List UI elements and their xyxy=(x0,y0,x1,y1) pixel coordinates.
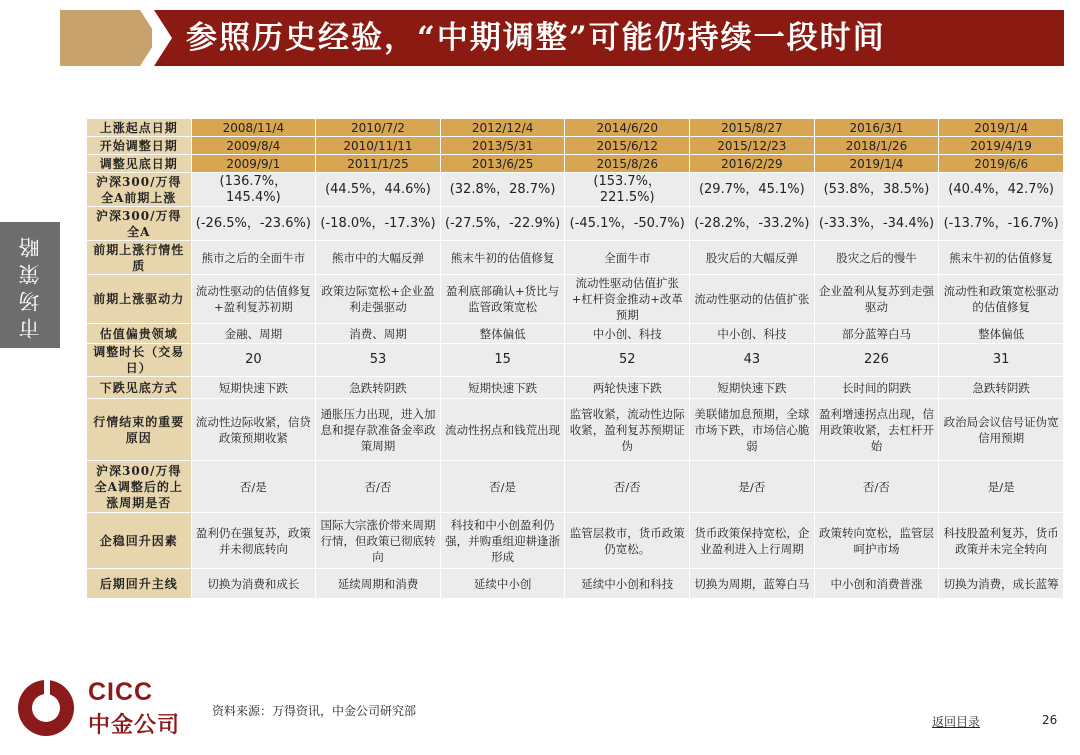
table-cell: 20 xyxy=(191,344,316,377)
table-cell: 政策边际宽松+企业盈利走强驱动 xyxy=(316,275,441,324)
section-tab-label-wrap xyxy=(0,222,60,348)
table-cell: 整体偏低 xyxy=(440,324,565,344)
table-cell: 国际大宗涨价带来周期行情，但政策已彻底转向 xyxy=(316,513,441,569)
row-label: 下跌见底方式 xyxy=(87,377,192,399)
row-label: 沪深300/万得全A前期上涨 xyxy=(87,173,192,207)
table-cell: 2019/6/6 xyxy=(939,155,1064,173)
table-cell: 否/否 xyxy=(316,461,441,513)
table-cell: 流动性驱动的估值修复+盈利复苏初期 xyxy=(191,275,316,324)
table-cell: 长时间的阴跌 xyxy=(814,377,939,399)
table-cell: 否/否 xyxy=(565,461,690,513)
comparison-table xyxy=(86,118,1064,599)
row-label: 调整见底日期 xyxy=(87,155,192,173)
table-cell: (-28.2%，-33.2%) xyxy=(690,207,815,241)
table-row xyxy=(87,399,1064,461)
table-cell: 2019/4/19 xyxy=(939,137,1064,155)
table-cell: 2008/11/4 xyxy=(191,119,316,137)
table-cell: 美联储加息预期，全球市场下跌，市场信心脆弱 xyxy=(690,399,815,461)
table-cell: 部分蓝筹白马 xyxy=(814,324,939,344)
page-title: 参照历史经验，“中期调整”可能仍持续一段时间 xyxy=(186,20,886,56)
table-cell: 2011/1/25 xyxy=(316,155,441,173)
table-row xyxy=(87,324,1064,344)
table-cell: 226 xyxy=(814,344,939,377)
cicc-logo xyxy=(18,678,198,738)
row-label: 调整时长（交易日） xyxy=(87,344,192,377)
table-cell: 两轮快速下跌 xyxy=(565,377,690,399)
table-cell: 监管收紧，流动性边际收紧，盈利复苏预期证伪 xyxy=(565,399,690,461)
table-cell: 中小创、科技 xyxy=(565,324,690,344)
table-cell: (-26.5%，-23.6%) xyxy=(191,207,316,241)
table-row xyxy=(87,513,1064,569)
table-cell: 2014/6/20 xyxy=(565,119,690,137)
table-cell: (-45.1%，-50.7%) xyxy=(565,207,690,241)
table-cell: 熊末牛初的估值修复 xyxy=(939,241,1064,275)
table-cell: (53.8%，38.5%) xyxy=(814,173,939,207)
table-cell: 延续中小创和科技 xyxy=(565,569,690,599)
table-cell: (40.4%，42.7%) xyxy=(939,173,1064,207)
table-cell: 2015/6/12 xyxy=(565,137,690,155)
table-cell: 消费、周期 xyxy=(316,324,441,344)
row-label: 后期回升主线 xyxy=(87,569,192,599)
row-label: 前期上涨行情性质 xyxy=(87,241,192,275)
row-label: 行情结束的重要原因 xyxy=(87,399,192,461)
table-cell: 53 xyxy=(316,344,441,377)
table-cell: 31 xyxy=(939,344,1064,377)
table-cell: 科技和中小创盈利仍强，并购重组迎耕逢浙形成 xyxy=(440,513,565,569)
row-label: 沪深300/万得全A xyxy=(87,207,192,241)
table-cell: (136.7%，145.4%) xyxy=(191,173,316,207)
table-cell: 政策转向宽松，监管层呵护市场 xyxy=(814,513,939,569)
table-cell: 2010/7/2 xyxy=(316,119,441,137)
table-cell: 全面牛市 xyxy=(565,241,690,275)
table-row xyxy=(87,275,1064,324)
table-cell: 否/是 xyxy=(440,461,565,513)
table-row xyxy=(87,569,1064,599)
row-label: 前期上涨驱动力 xyxy=(87,275,192,324)
table-cell: (-27.5%，-22.9%) xyxy=(440,207,565,241)
table-row xyxy=(87,377,1064,399)
table-cell: 43 xyxy=(690,344,815,377)
table-row xyxy=(87,137,1064,155)
table-cell: 是/否 xyxy=(690,461,815,513)
table-cell: 15 xyxy=(440,344,565,377)
table-row xyxy=(87,119,1064,137)
table-cell: 2019/1/4 xyxy=(814,155,939,173)
section-tab-label: 市场策略 xyxy=(18,231,42,339)
table-cell: 流动性和政策宽松驱动的估值修复 xyxy=(939,275,1064,324)
table-cell: 金融、周期 xyxy=(191,324,316,344)
table-cell: 流动性边际收紧，信贷政策预期收紧 xyxy=(191,399,316,461)
table-cell: 是/是 xyxy=(939,461,1064,513)
table-cell: 延续中小创 xyxy=(440,569,565,599)
table-cell: 熊市中的大幅反弹 xyxy=(316,241,441,275)
table-cell: 短期快速下跌 xyxy=(191,377,316,399)
row-label: 企稳回升因素 xyxy=(87,513,192,569)
back-to-contents-link[interactable]: 返回目录 xyxy=(932,715,981,729)
table-cell: 急跌转阴跌 xyxy=(939,377,1064,399)
table-cell: (32.8%，28.7%) xyxy=(440,173,565,207)
table-cell: (-18.0%，-17.3%) xyxy=(316,207,441,241)
table-cell: 熊市之后的全面牛市 xyxy=(191,241,316,275)
table-row xyxy=(87,344,1064,377)
table-row xyxy=(87,155,1064,173)
table-cell: (29.7%，45.1%) xyxy=(690,173,815,207)
table-cell: 2015/8/26 xyxy=(565,155,690,173)
table-cell: (-13.7%，-16.7%) xyxy=(939,207,1064,241)
table-cell: 监管层救市，货币政策仍宽松。 xyxy=(565,513,690,569)
table-cell: (153.7%，221.5%) xyxy=(565,173,690,207)
table-cell: 2018/1/26 xyxy=(814,137,939,155)
table-cell: 2015/8/27 xyxy=(690,119,815,137)
table-cell: 短期快速下跌 xyxy=(440,377,565,399)
table-cell: (44.5%，44.6%) xyxy=(316,173,441,207)
table-row xyxy=(87,173,1064,207)
row-label: 估值偏贵领域 xyxy=(87,324,192,344)
table-cell: 流动性驱动的估值扩张 xyxy=(690,275,815,324)
table-cell: (-33.3%，-34.4%) xyxy=(814,207,939,241)
table-cell: 否/否 xyxy=(814,461,939,513)
table-cell: 熊末牛初的估值修复 xyxy=(440,241,565,275)
table-cell: 整体偏低 xyxy=(939,324,1064,344)
table-cell: 切换为消费，成长蓝筹 xyxy=(939,569,1064,599)
row-label: 上涨起点日期 xyxy=(87,119,192,137)
logo-text-en: CICC xyxy=(88,678,154,706)
table-cell: 切换为周期，蓝筹白马 xyxy=(690,569,815,599)
table-cell: 2015/12/23 xyxy=(690,137,815,155)
table-cell: 否/是 xyxy=(191,461,316,513)
table-cell: 急跌转阴跌 xyxy=(316,377,441,399)
table-cell: 延续周期和消费 xyxy=(316,569,441,599)
source-note: 资料来源：万得资讯，中金公司研究部 xyxy=(212,704,417,718)
table-cell: 流动性拐点和钱荒出现 xyxy=(440,399,565,461)
row-label: 沪深300/万得全A调整后的上涨周期是否 xyxy=(87,461,192,513)
table-cell: 2019/1/4 xyxy=(939,119,1064,137)
logo-text-cn: 中金公司 xyxy=(88,713,181,738)
table-cell: 2012/12/4 xyxy=(440,119,565,137)
table-row xyxy=(87,461,1064,513)
table-cell: 2013/5/31 xyxy=(440,137,565,155)
table-cell: 52 xyxy=(565,344,690,377)
table-cell: 股灾之后的慢牛 xyxy=(814,241,939,275)
table-cell: 货币政策保持宽松，企业盈利进入上行周期 xyxy=(690,513,815,569)
table-row xyxy=(87,207,1064,241)
table-cell: 盈利底部确认+货比与监管政策宽松 xyxy=(440,275,565,324)
table-cell: 2013/6/25 xyxy=(440,155,565,173)
table-row xyxy=(87,241,1064,275)
header-accent-block xyxy=(60,10,152,66)
table-cell: 2009/8/4 xyxy=(191,137,316,155)
table-cell: 科技股盈利复苏，货币政策并未完全转向 xyxy=(939,513,1064,569)
table-cell: 中小创和消费普涨 xyxy=(814,569,939,599)
table-cell: 股灾后的大幅反弹 xyxy=(690,241,815,275)
table-cell: 政治局会议信号证伪宽信用预期 xyxy=(939,399,1064,461)
page-number: 26 xyxy=(1042,713,1058,727)
table-cell: 中小创、科技 xyxy=(690,324,815,344)
table-cell: 2009/9/1 xyxy=(191,155,316,173)
row-label: 开始调整日期 xyxy=(87,137,192,155)
table-cell: 切换为消费和成长 xyxy=(191,569,316,599)
table-cell: 通胀压力出现，进入加息和提存款准备金率政策周期 xyxy=(316,399,441,461)
table-cell: 2016/3/1 xyxy=(814,119,939,137)
table-cell: 企业盈利从复苏到走强驱动 xyxy=(814,275,939,324)
table-cell: 盈利增速拐点出现，信用政策收紧，去杠杆开始 xyxy=(814,399,939,461)
table-cell: 短期快速下跌 xyxy=(690,377,815,399)
table-cell: 2010/11/11 xyxy=(316,137,441,155)
table-cell: 2016/2/29 xyxy=(690,155,815,173)
table-cell: 流动性驱动估值扩张+杠杆资金推动+改革预期 xyxy=(565,275,690,324)
table-cell: 盈利仍在强复苏，政策并未彻底转向 xyxy=(191,513,316,569)
